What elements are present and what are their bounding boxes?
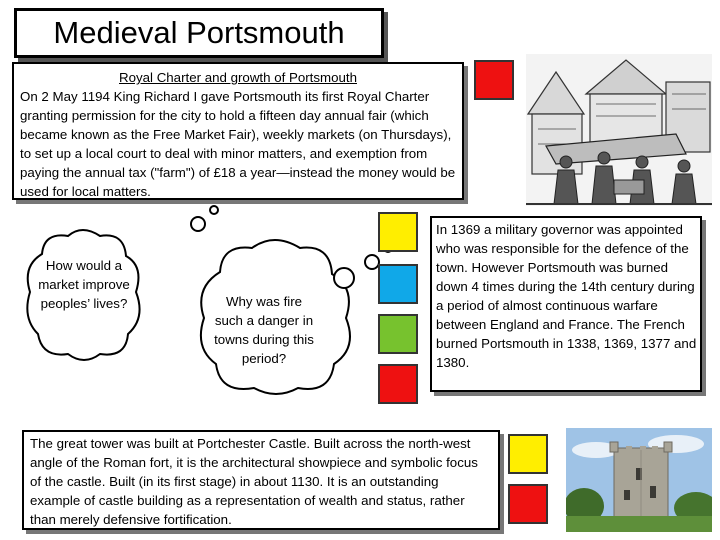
market-engraving-image xyxy=(526,54,712,206)
charter-text-box xyxy=(12,62,464,200)
charter-heading: Royal Charter and growth of Portsmouth xyxy=(119,70,357,85)
page-title: Medieval Portsmouth xyxy=(53,15,345,50)
title-box xyxy=(14,8,384,58)
yellow-square-2 xyxy=(508,434,548,474)
red-square-2 xyxy=(378,364,418,404)
tower-text: The great tower was built at Portchester Castle. Built across the north-west angle of the Roman fort, it is the architectural showpiece and symbolic focus of the castle. Built (in its first stage) in about 1130. It is an outstanding example of castle building as a representation of wealth and status, rather than merely defensive fortification. xyxy=(30,436,478,527)
tower-text-box xyxy=(22,430,500,530)
governor-text-box xyxy=(430,216,702,392)
yellow-square xyxy=(378,212,418,252)
green-square xyxy=(378,314,418,354)
red-square xyxy=(474,60,514,100)
blue-square xyxy=(378,264,418,304)
red-square-3 xyxy=(508,484,548,524)
governor-text: In 1369 a military governor was appointed who was responsible for the defence of the town. However Portsmouth was burned down 4 times during the 14th century during a period of almost continuous warfare between England and France. The French burned Portsmouth in 1338, 1369, 1377 and 1380. xyxy=(436,222,697,370)
market-question-text: How would a market improve peoples’ lives? xyxy=(38,258,130,311)
portchester-castle-image xyxy=(566,428,712,532)
charter-body: On 2 May 1194 King Richard I gave Portsmouth its first Royal Charter granting permission for the city to hold a fifteen day annual fair (which became known as the Free Market Fair), weekly markets (on Thursdays), to set up a local court to deal with minor matters, and exemption from paying the annual tax ("farm") of £18 a year—instead the money would be used for local matters. xyxy=(20,89,456,199)
fire-question-text: Why was fire such a danger in towns during this period? xyxy=(214,294,314,366)
thought-bubble-trail-1 xyxy=(186,200,232,234)
